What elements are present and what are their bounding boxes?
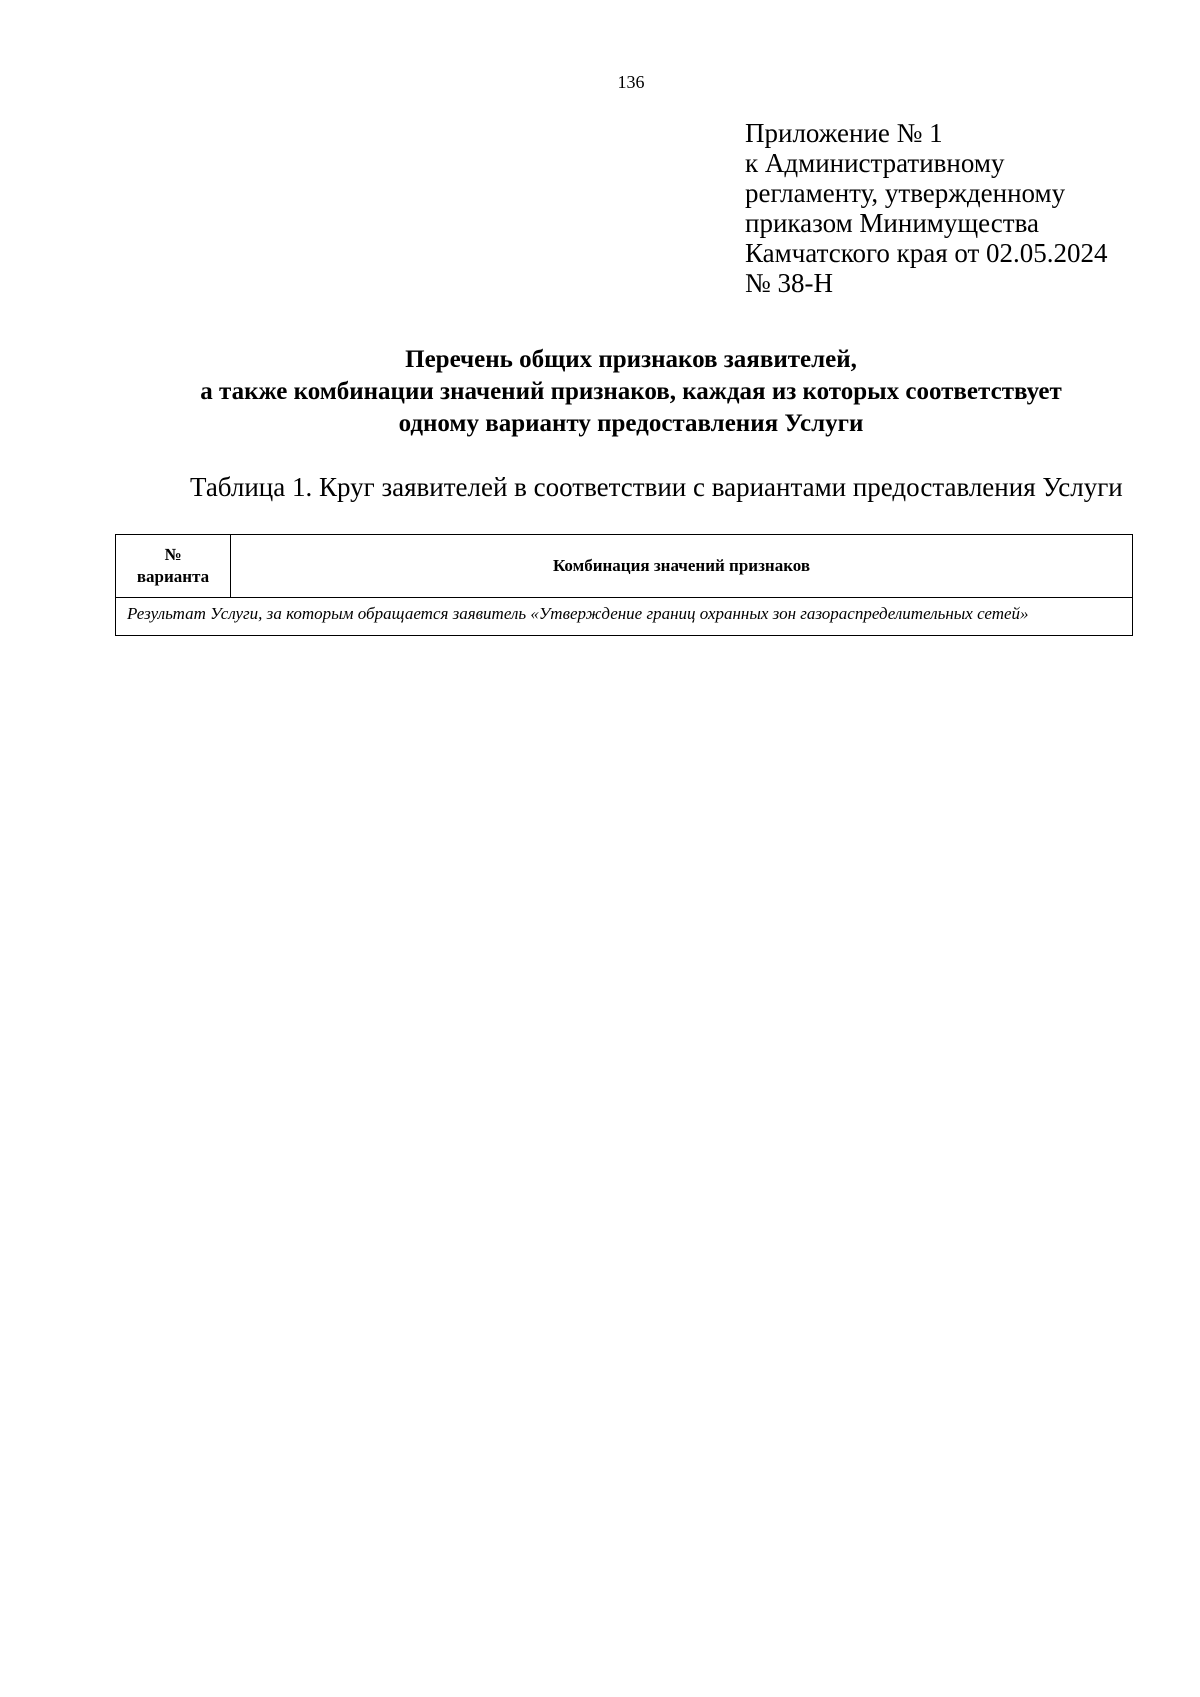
applicants-table [115,534,1133,636]
table-row [116,598,1133,636]
document-title [100,344,1162,440]
header-combination: Комбинация значений признаков [231,535,1133,598]
title-line: Перечень общих признаков заявителей, [405,346,857,373]
appendix-reference [745,118,1165,298]
appendix-line: регламенту, утвержденному [745,178,1066,208]
header-variant-word: варианта [136,567,210,586]
page-number: 136 [617,72,645,92]
result-description-cell: Результат Услуги, за которым обращается заявитель «Утверждение границ охранных зон газораспределительных сетей» [116,598,1133,636]
appendix-line: № 38-Н [745,268,834,298]
appendix-line: Камчатского края от 02.05.2024 [745,238,1108,268]
title-line: а также комбинации значений признаков, каждая из которых соответствует [200,378,1062,405]
title-line: одному варианту предоставления Услуги [398,410,864,437]
appendix-line: приказом Минимущества [745,208,1039,238]
table-caption: Таблица 1. Круг заявителей в соответствии с вариантами предоставления Услуги [190,472,1123,502]
appendix-line: Приложение № 1 [745,118,943,148]
appendix-line: к Административному [745,148,1005,178]
header-variant-number [116,535,231,598]
table-header-row [116,535,1133,598]
header-number-symbol: № [164,545,182,564]
